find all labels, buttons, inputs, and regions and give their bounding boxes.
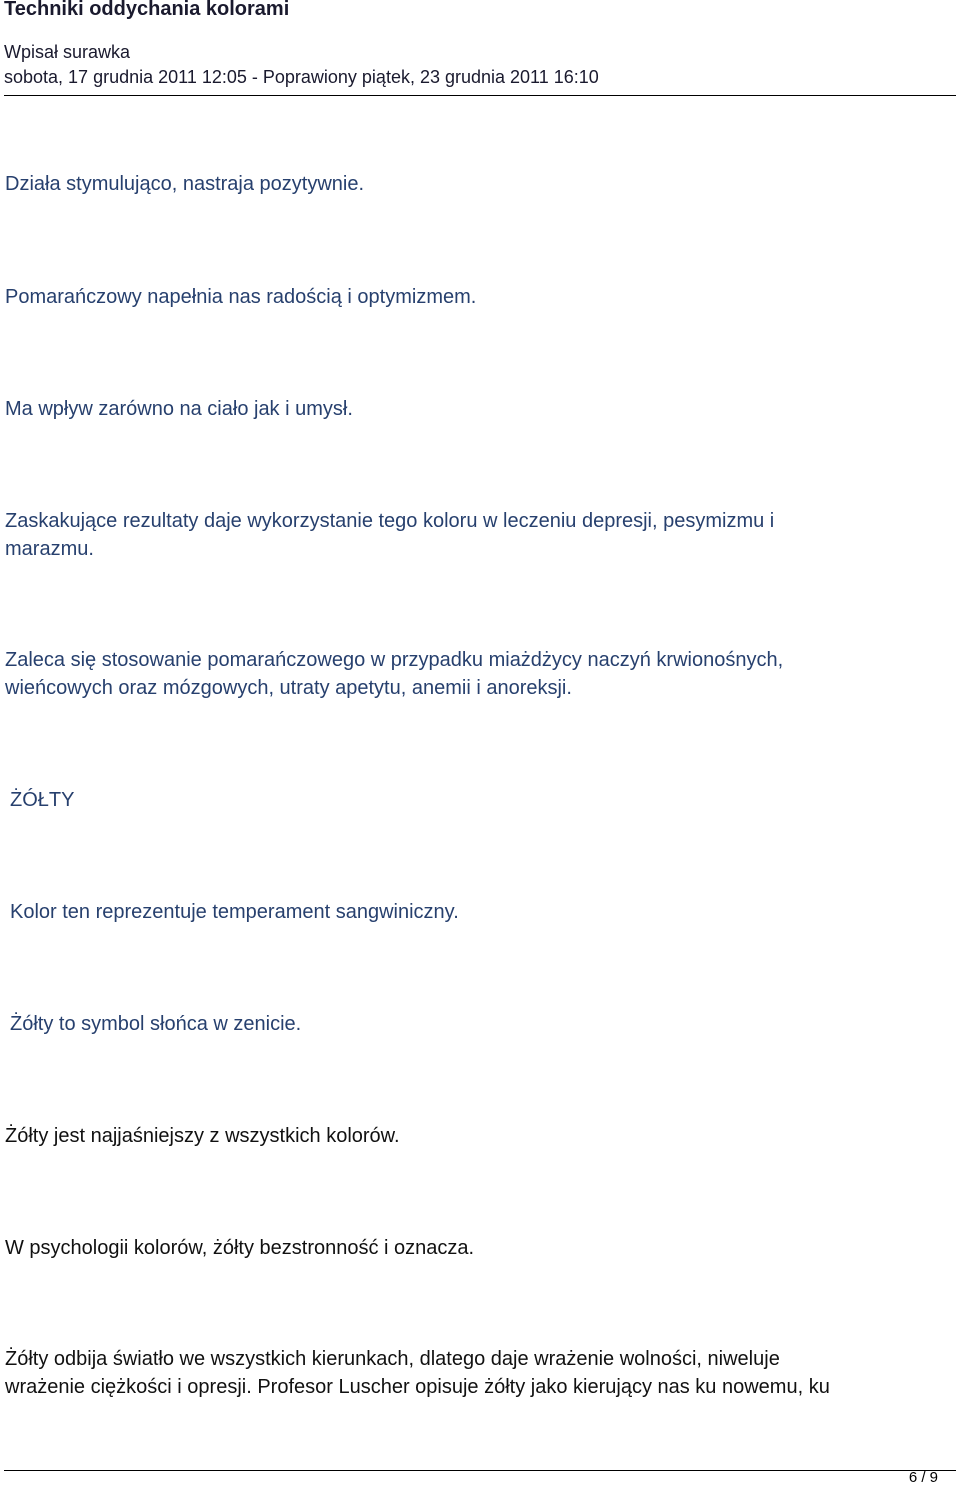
paragraph: Zaleca się stosowanie pomarańczowego w przypadku miażdżycy naczyń krwionośnych, wieńcowych oraz mózgowych, utraty apetytu, anemii i anoreksji. [5,649,784,699]
paragraph: Działa stymulująco, nastraja pozytywnie. [5,173,365,195]
author-line: Wpisał surawka [4,42,131,62]
header-divider [4,95,956,96]
document-title: Techniki oddychania kolorami [4,0,290,20]
paragraph: Żółty odbija światło we wszystkich kierunkach, dlatego daje wrażenie wolności, niweluje wrażenie ciężkości i opresji. Profesor Luscher opisuje żółty jako kierujący nas ku nowemu, ku [5,1348,830,1398]
date-line: sobota, 17 grudnia 2011 12:05 - Poprawiony piątek, 23 grudnia 2011 16:10 [4,67,599,87]
footer-divider [4,1470,956,1471]
paragraph: Żółty jest najjaśniejszy z wszystkich kolorów. [5,1125,400,1147]
section-heading: ŻÓŁTY [10,789,75,811]
paragraph: Zaskakujące rezultaty daje wykorzystanie tego koloru w leczeniu depresji, pesymizmu i marazmu. [5,510,775,560]
paragraph: W psychologii kolorów, żółty bezstronność i oznacza. [5,1237,475,1259]
paragraph: Pomarańczowy napełnia nas radością i optymizmem. [5,286,477,308]
paragraph: Ma wpływ zarówno na ciało jak i umysł. [5,398,353,420]
page-number: 6 / 9 [908,1469,938,1486]
paragraph: Żółty to symbol słońca w zenicie. [10,1013,302,1035]
paragraph: Kolor ten reprezentuje temperament sangwiniczny. [10,901,459,923]
